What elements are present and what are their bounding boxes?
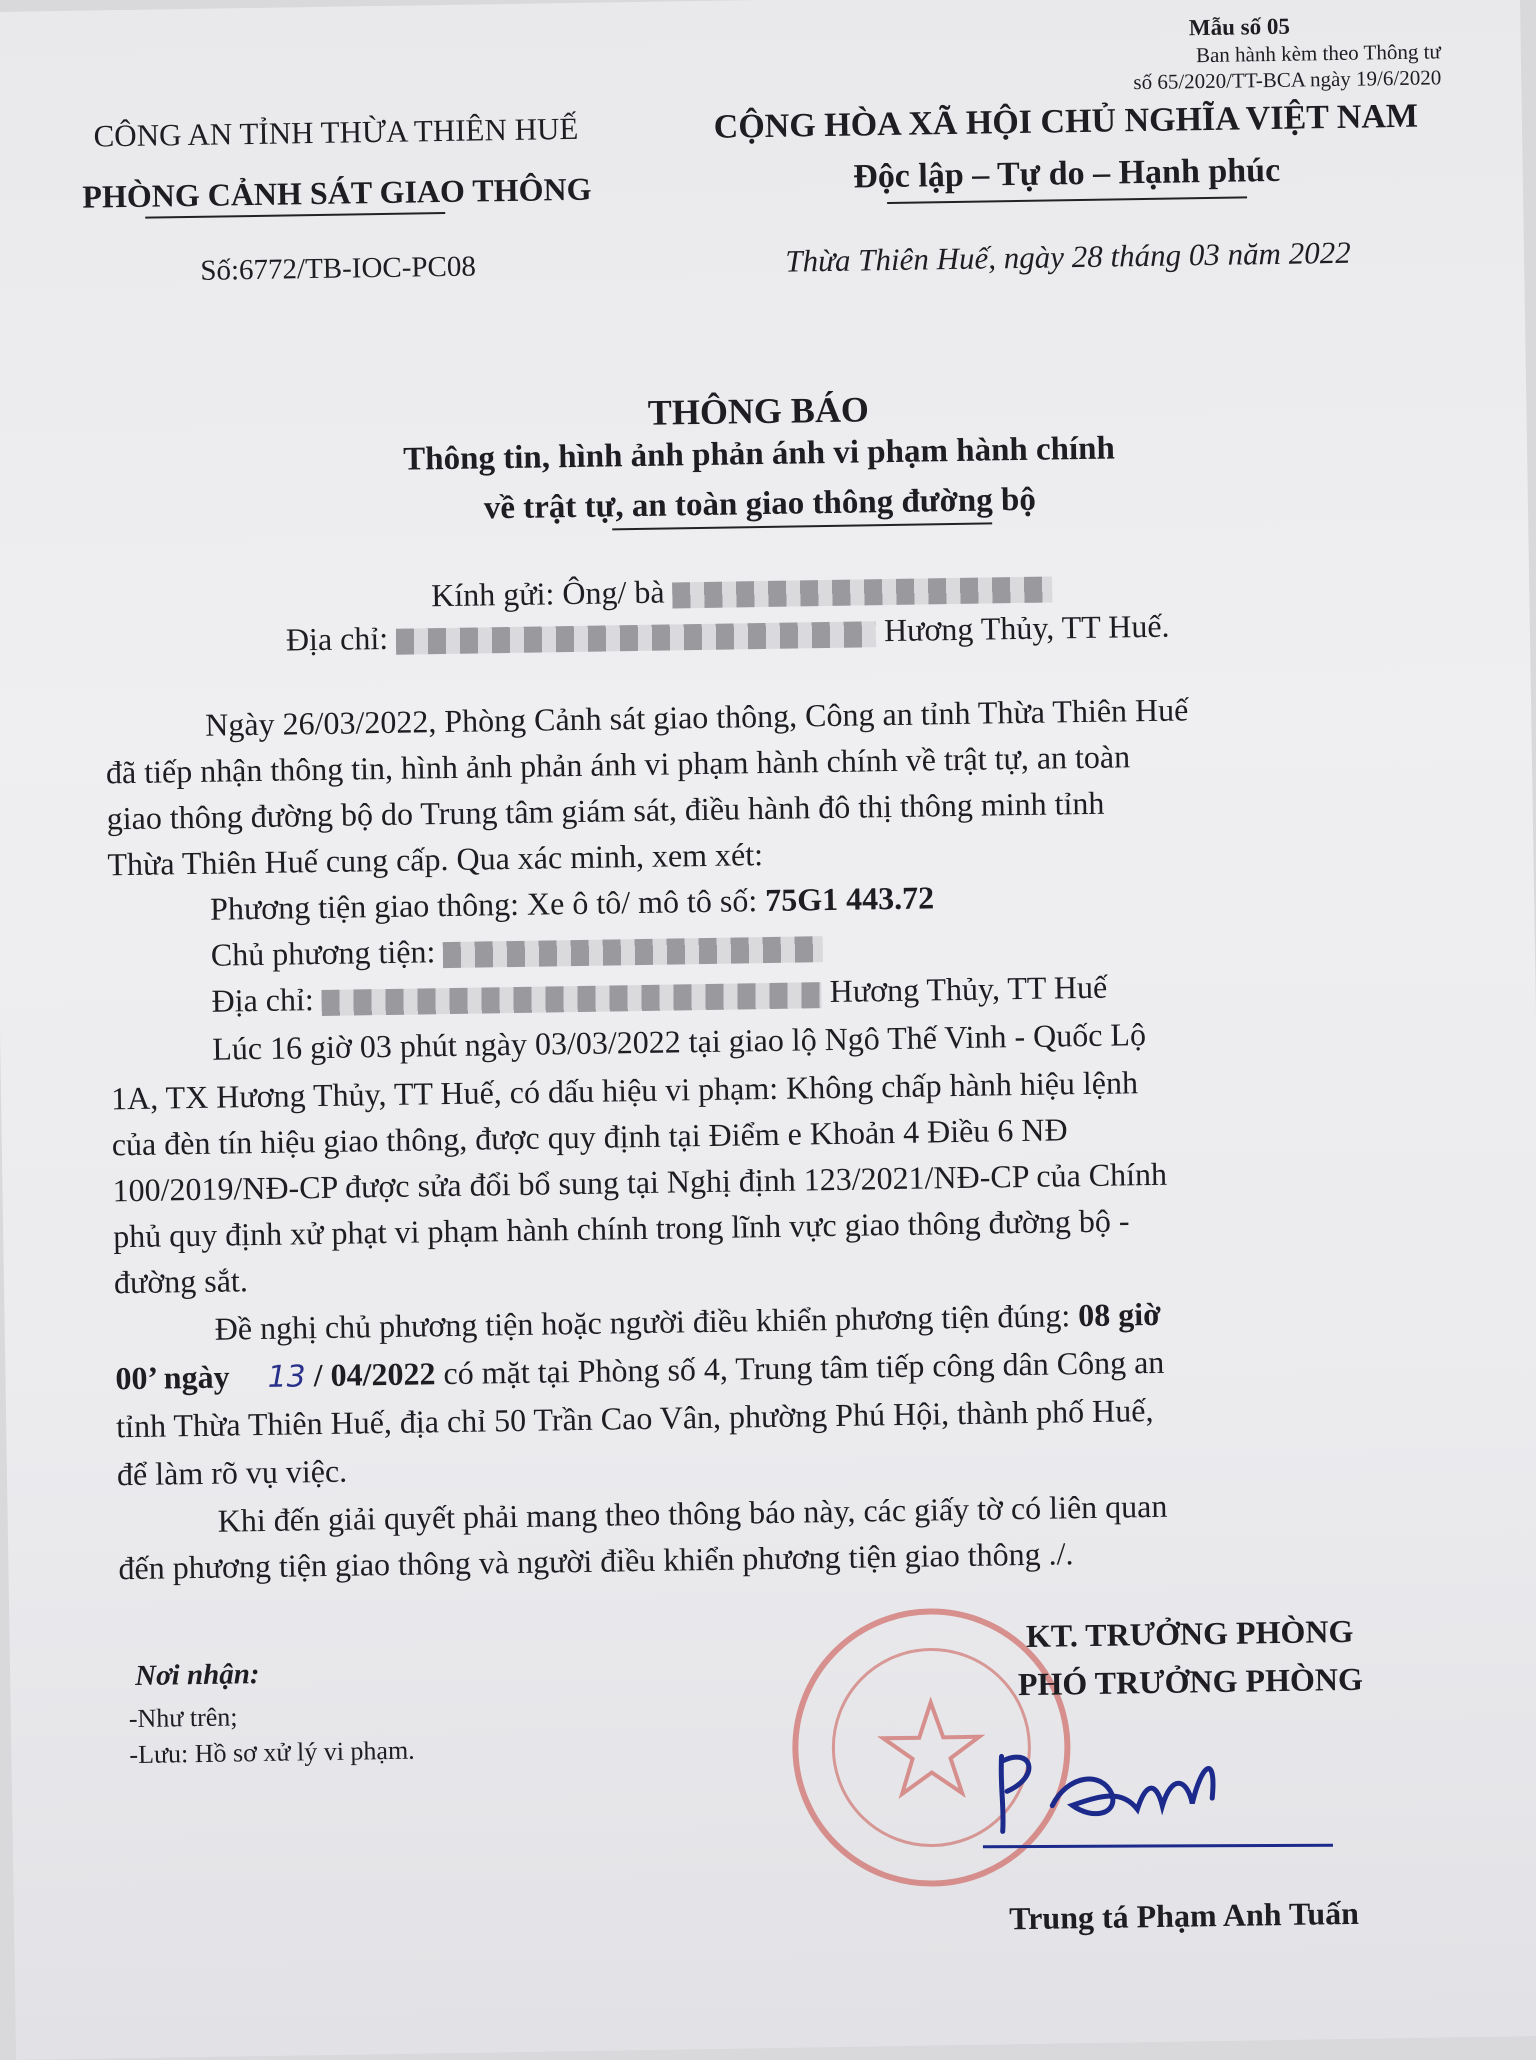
signer-name: Trung tá Phạm Anh Tuấn	[1008, 1894, 1360, 1937]
signature	[971, 1731, 1353, 1857]
body-line: đã tiếp nhận thông tin, hình ảnh phản ánh vi phạm hành chính về trật tự, an toàn	[105, 738, 1131, 791]
body-line: để làm rõ vụ việc.	[116, 1452, 348, 1493]
recipient-line	[431, 567, 1053, 614]
motto-underline	[887, 196, 1247, 204]
recipient-address-tail: Hương Thủy, TT Huế.	[883, 607, 1170, 649]
redacted-owner	[443, 936, 823, 968]
redacted-name	[672, 576, 1052, 608]
summons-hour: 08 giờ	[1077, 1295, 1162, 1334]
recipient-greeting: Kính gửi: Ông/ bà	[430, 573, 665, 614]
summons-minute: 00’ ngày	[115, 1358, 230, 1397]
summons-text: Đề nghị chủ phương tiện hoặc người điều khiển phương tiện đúng:	[214, 1297, 1071, 1347]
body-line: 1A, TX Hương Thủy, TT Huế, có dấu hiệu vi phạm: Không chấp hành hiệu lệnh	[110, 1064, 1139, 1117]
body-line: của đèn tín hiệu giao thông, được quy định tại Điểm e Khoản 4 Điều 6 NĐ	[111, 1111, 1068, 1163]
owner-address-tail: Hương Thủy, TT Huế	[829, 968, 1108, 1010]
vehicle-label: Phương tiện giao thông: Xe ô tô/ mô tô số:	[209, 882, 758, 927]
body-line: giao thông đường bộ do Trung tâm giám sát, điều hành đô thị thông minh tỉnh	[106, 784, 1105, 837]
document-subtitle-2: về trật tự, an toàn giao thông đường bộ	[483, 481, 1037, 527]
recipient-address-line	[286, 608, 1170, 659]
signer-title-1: KT. TRƯỞNG PHÒNG	[1025, 1612, 1354, 1655]
department-name: PHÒNG CẢNH SÁT GIAO THÔNG	[82, 170, 592, 215]
summons-month: / 04/2022	[313, 1355, 436, 1394]
recipients-heading: Nơi nhận:	[134, 1658, 260, 1693]
national-motto: Độc lập – Tự do – Hạnh phúc	[852, 151, 1281, 196]
body-line: Ngày 26/03/2022, Phòng Cảnh sát giao thông, Công an tỉnh Thừa Thiên Huế	[204, 691, 1189, 743]
summons-line	[214, 1296, 1161, 1348]
document-subtitle-1: Thông tin, hình ảnh phản ánh vi phạm hành chính	[402, 430, 1116, 478]
license-plate: 75G1 443.72	[764, 879, 935, 919]
recipient-item: -Lưu: Hồ sơ xử lý vi phạm.	[129, 1735, 415, 1770]
body-line: tỉnh Thừa Thiên Huế, địa chỉ 50 Trần Cao Vân, phường Phú Hội, thành phố Huế,	[115, 1391, 1154, 1445]
summons-date-line	[115, 1344, 1164, 1397]
signer-title-2: PHÓ TRƯỞNG PHÒNG	[1017, 1660, 1364, 1703]
summons-place: có mặt tại Phòng số 4, Trung tâm tiếp công dân Công an	[443, 1343, 1165, 1392]
recipient-item: -Như trên;	[128, 1702, 238, 1734]
form-issued-line1: Ban hành kèm theo Thông tư	[1195, 39, 1441, 68]
body-line: Thừa Thiên Huế cung cấp. Qua xác minh, xem xét:	[107, 836, 764, 883]
body-line: đường sắt.	[113, 1262, 249, 1301]
body-line: phủ quy định xử phạt vi phạm hành chính trong lĩnh vực giao thông đường bộ -	[112, 1202, 1130, 1255]
owner-address-line	[211, 969, 1107, 1020]
body-line: Khi đến giải quyết phải mang theo thông báo này, các giấy tờ có liên quan	[217, 1487, 1168, 1539]
body-line: 100/2019/NĐ-CP được sửa đổi bổ sung tại Nghị định 123/2021/NĐ-CP của Chính	[112, 1155, 1168, 1209]
form-issued-line2: số 65/2020/TT-BCA ngày 19/6/2020	[1133, 65, 1442, 95]
document-number: Số:6772/TB-IOC-PC08	[200, 250, 477, 287]
form-number: Mẫu số 05	[1188, 13, 1291, 41]
owner-line	[211, 927, 824, 974]
redacted-address	[396, 621, 876, 655]
owner-address-label: Địa chỉ:	[211, 981, 315, 1019]
document-title: THÔNG BÁO	[647, 389, 870, 433]
handwritten-day: 13	[267, 1359, 307, 1395]
place-date: Thừa Thiên Huế, ngày 28 tháng 03 năm 2022	[785, 234, 1351, 279]
recipient-address-label: Địa chỉ:	[285, 619, 389, 658]
body-line: Lúc 16 giờ 03 phút ngày 03/03/2022 tại giao lộ Ngô Thế Vinh - Quốc Lộ	[212, 1016, 1147, 1067]
vehicle-line	[210, 879, 935, 927]
redacted-owner-address	[322, 982, 822, 1016]
national-title: CỘNG HÒA XÃ HỘI CHỦ NGHĨA VIỆT NAM	[713, 97, 1419, 146]
owner-label: Chủ phương tiện:	[210, 933, 436, 973]
body-line: đến phương tiện giao thông và người điều khiển phương tiện giao thông ./.	[118, 1535, 1074, 1587]
agency-name: CÔNG AN TỈNH THỪA THIÊN HUẾ	[93, 110, 579, 154]
